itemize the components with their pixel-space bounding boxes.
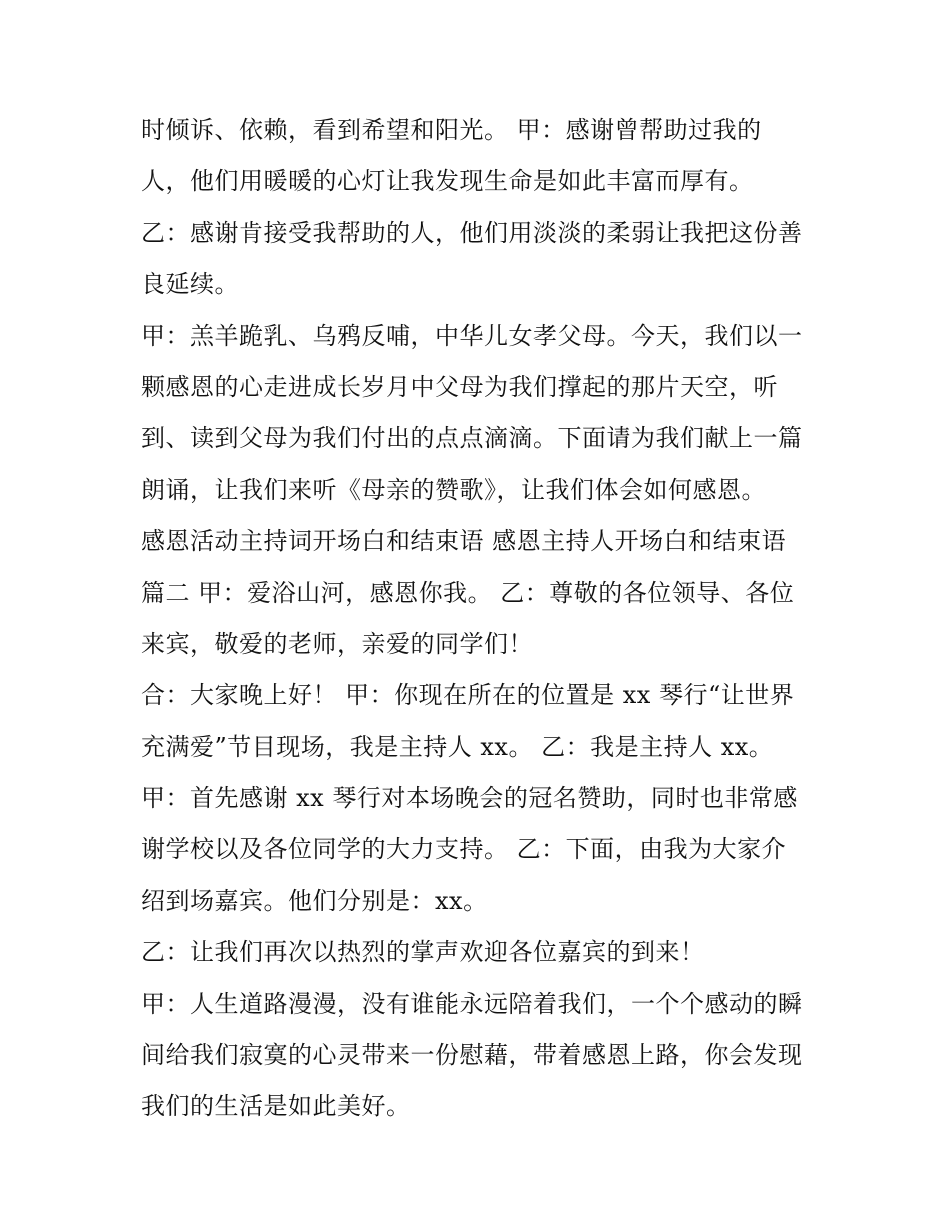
text-line: 人，他们用暖暖的心灯让我发现生命是如此丰富而厚有。 [141, 167, 754, 196]
body-text [141, 108, 821, 1136]
text-line: 绍到场嘉宾。他们分别是：xx。 [141, 886, 488, 915]
text-line: 间给我们寂寞的心灵带来一份慰藉，带着感恩上路，你会发现 [141, 1041, 803, 1070]
text-line: 到、读到父母为我们付出的点点滴滴。下面请为我们献上一篇 [141, 424, 803, 453]
text-line: 乙：让我们再次以热烈的掌声欢迎各位嘉宾的到来！ [141, 938, 705, 967]
text-line: 感恩活动主持词开场白和结束语 感恩主持人开场白和结束语 [141, 527, 787, 556]
text-line: 合：大家晚上好！ 甲：你现在所在的位置是 xx 琴行“让世界 [141, 681, 795, 710]
text-line: 时倾诉、依赖，看到希望和阳光。 甲：感谢曾帮助过我的 [141, 116, 762, 144]
text-line: 来宾，敬爱的老师，亲爱的同学们！ [141, 629, 533, 658]
text-line: 朗诵，让我们来听《母亲的赞歌》，让我们体会如何感恩。 [141, 475, 766, 504]
text-line: 我们的生活是如此美好。 [141, 1092, 411, 1121]
text-line: 甲：羔羊跪乳、乌鸦反哺，中华儿女孝父母。今天，我们以一 [141, 321, 803, 350]
text-line: 乙：感谢肯接受我帮助的人，他们用淡淡的柔弱让我把这份善 [141, 218, 803, 247]
text-line: 良延续。 [141, 270, 239, 299]
text-line: 篇二 甲：爱浴山河，感恩你我。 乙：尊敬的各位领导、各位 [141, 578, 795, 607]
text-line: 充满爱”节目现场，我是主持人 xx。 乙：我是主持人 xx。 [141, 732, 774, 761]
text-line: 甲：人生道路漫漫，没有谁能永远陪着我们，一个个感动的瞬 [141, 989, 803, 1018]
text-line: 谢学校以及各位同学的大力支持。 乙：下面，由我为大家介 [141, 835, 787, 864]
text-line: 甲：首先感谢 xx 琴行对本场晚会的冠名赞助，同时也非常感 [141, 784, 798, 813]
text-line: 颗感恩的心走进成长岁月中父母为我们撑起的那片天空，听 [141, 372, 778, 401]
